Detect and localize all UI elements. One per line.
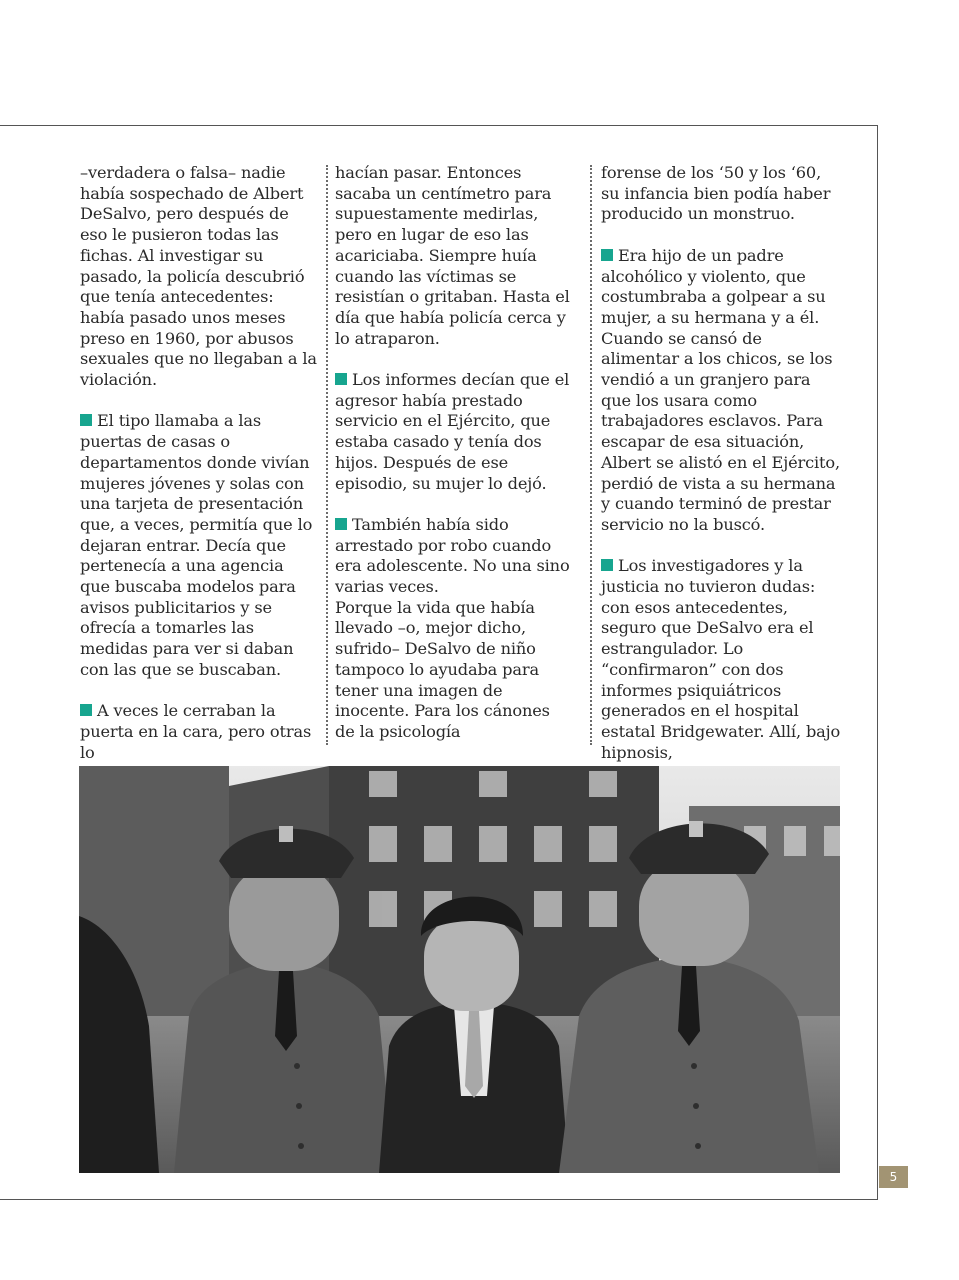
- bullet-square-icon: [335, 518, 347, 530]
- paragraph: forense de los ‘50 y los ‘60, su infancia bien podía haber producido un monstruo.: [601, 163, 831, 224]
- text-column-1: [80, 163, 318, 763]
- photo-desalvo-escorted-by-police: [79, 766, 840, 1173]
- paragraph: hacían pasar. Entonces sacaba un centímetro para supuestamente medirlas, pero en lugar de eso las acariciaba. Siempre huía cuando las víctimas se resistían o gritaban. Hasta el día que había policía cerca y lo atraparon.: [335, 163, 570, 348]
- bullet-square-icon: [80, 704, 92, 716]
- paragraph: Era hijo de un padre alcohólico y violento, que costumbraba a golpear a su mujer, a su hermana y a él. Cuando se cansó de alimentar a los chicos, se los vendió a un granjero para que los usara como trabajadores esclavos. Para escapar de esa situación, Albert se alistó en el Ejército, perdió de vista a su hermana y cuando terminó de prestar servicio no la buscó.: [601, 245, 840, 534]
- text-column-3: [601, 163, 841, 763]
- column-divider: [326, 165, 328, 745]
- paragraph: El tipo llamaba a las puertas de casas o departamentos donde vivían mujeres jóvenes y solas con una tarjeta de presentación que, a veces, permitía que lo dejaran entrar. Decía que pertenecía a una agencia que buscaba modelos para avisos publicitarios y se ofrecía a tomarles las medidas para ver si daban con las que se buscaban.: [80, 411, 313, 679]
- paragraph: Los informes decían que el agresor había prestado servicio en el Ejército, que estaba casado y tenía dos hijos. Después de ese episodio, su mujer lo dejó.: [335, 370, 570, 493]
- bullet-square-icon: [601, 559, 613, 571]
- bullet-square-icon: [335, 373, 347, 385]
- column-divider: [590, 165, 592, 745]
- paragraph: Los investigadores y la justicia no tuvieron dudas: con esos antecedentes, seguro que DeSalvo era el estrangulador. Lo “confirmaron” con dos informes psiquiátricos generados en el hospital estatal Bridgewater. Allí, bajo hipnosis,: [601, 556, 841, 762]
- paragraph: A veces le cerraban la puerta en la cara, pero otras lo: [80, 701, 312, 762]
- bullet-square-icon: [601, 249, 613, 261]
- page-number: 5: [879, 1166, 908, 1188]
- bullet-square-icon: [80, 414, 92, 426]
- text-column-2: [335, 163, 573, 743]
- paragraph: Porque la vida que había llevado –o, mejor dicho, sufrido– DeSalvo de niño tampoco lo ayudaba para tener una imagen de inocente. Para los cánones de la psicología: [335, 597, 550, 741]
- paragraph: También había sido arrestado por robo cuando era adolescente. No una sino varias veces.: [335, 514, 570, 597]
- paragraph: –verdadera o falsa– nadie había sospechado de Albert DeSalvo, pero después de eso le pusieron todas las fichas. Al investigar su pasado, la policía descubrió que tenía antecedentes: había pasado unos meses preso en 1960, por abusos sexuales que no llegaban a la violación.: [80, 163, 317, 390]
